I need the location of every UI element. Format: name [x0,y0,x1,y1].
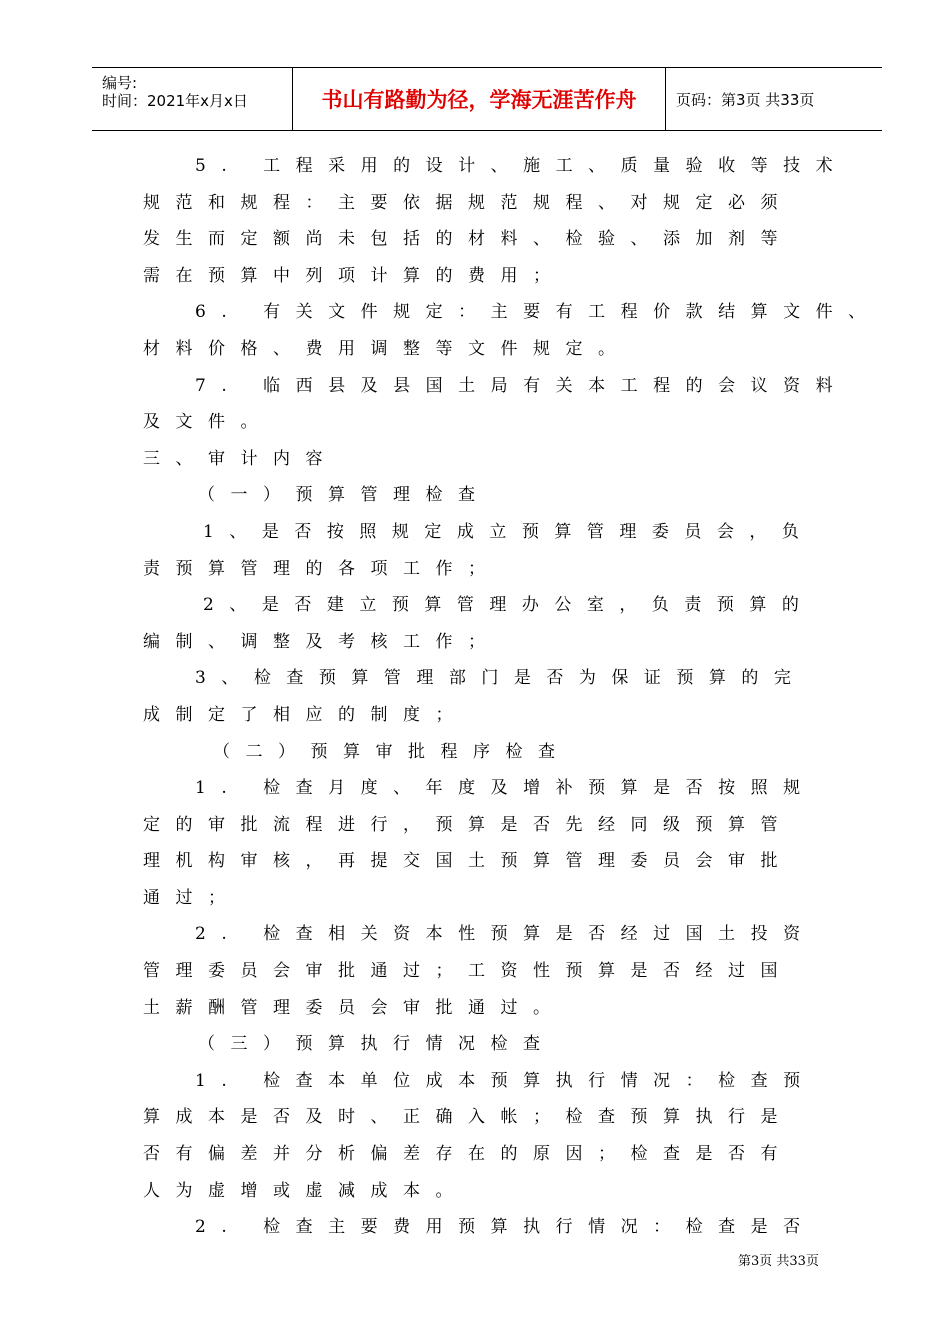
body-line: 2. 检查主要费用预算执行情况：检查是否 [195,1217,816,1238]
body-line: 理机构审核，再提交国土预算管理委员会审批 [143,851,793,872]
body-line: （三）预算执行情况检查 [198,1034,556,1055]
body-line: 1. 检查本单位成本预算执行情况：检查预 [195,1070,816,1091]
body-line: 三、审计内容 [143,448,338,469]
body-line: 人为虚增或虚减成本。 [143,1180,468,1201]
body-line: 通过； [143,887,241,908]
page-header [92,67,882,131]
body-line: （二）预算审批程序检查 [213,741,571,762]
body-line: 及文件。 [143,412,273,433]
body-line: （一）预算管理检查 [198,485,491,506]
body-line: 1. 检查月度、年度及增补预算是否按照规 [195,778,816,799]
header-motto: 书山有路勤为径，学海无涯苦作舟 [293,68,666,130]
body-line: 7. 临西县及县国土局有关本工程的会议资料 [195,375,849,396]
body-line: 3、检查预算管理部门是否为保证预算的完 [195,668,807,689]
body-line: 6. 有关文件规定：主要有工程价款结算文件、 [195,302,881,323]
body-line: 算成本是否及时、正确入帐；检查预算执行是 [143,1107,793,1128]
header-meta [92,68,293,130]
body-line: 土薪酬管理委员会审批通过。 [143,997,566,1018]
body-line: 材料价格、费用调整等文件规定。 [143,338,631,359]
body-line: 定的审批流程进行，预算是否先经同级预算管 [143,814,793,835]
body-line: 5. 工程采用的设计、施工、质量验收等技术 [195,156,849,176]
time-label: 时间：2021年x月x日 [102,92,248,110]
body-line: 2. 检查相关资本性预算是否经过国土投资 [195,924,816,945]
body-line: 规范和规程：主要依据规范规程、对规定必须 [143,192,793,213]
body-line: 需在预算中列项计算的费用； [143,265,566,286]
body-line: 1、是否按照规定成立预算管理委员会，负 [203,521,815,542]
page-footer: 第3页 共33页 [738,1254,819,1269]
body-line: 否有偏差并分析偏差存在的原因；检查是否有 [143,1144,793,1165]
header-page-info: 页码：第3页 共33页 [676,90,815,109]
body-line: 2、是否建立预算管理办公室，负责预算的 [203,595,815,616]
document-body [143,148,881,1246]
body-line: 责预算管理的各项工作； [143,558,501,579]
body-line: 编制、调整及考核工作； [143,631,501,652]
body-line: 发生而定额尚未包括的材料、检验、添加剂等 [143,229,793,250]
body-line: 成制定了相应的制度； [143,704,468,725]
body-line: 管理委员会审批通过；工资性预算是否经过国 [143,961,793,982]
serial-label: 编号: [102,74,138,92]
